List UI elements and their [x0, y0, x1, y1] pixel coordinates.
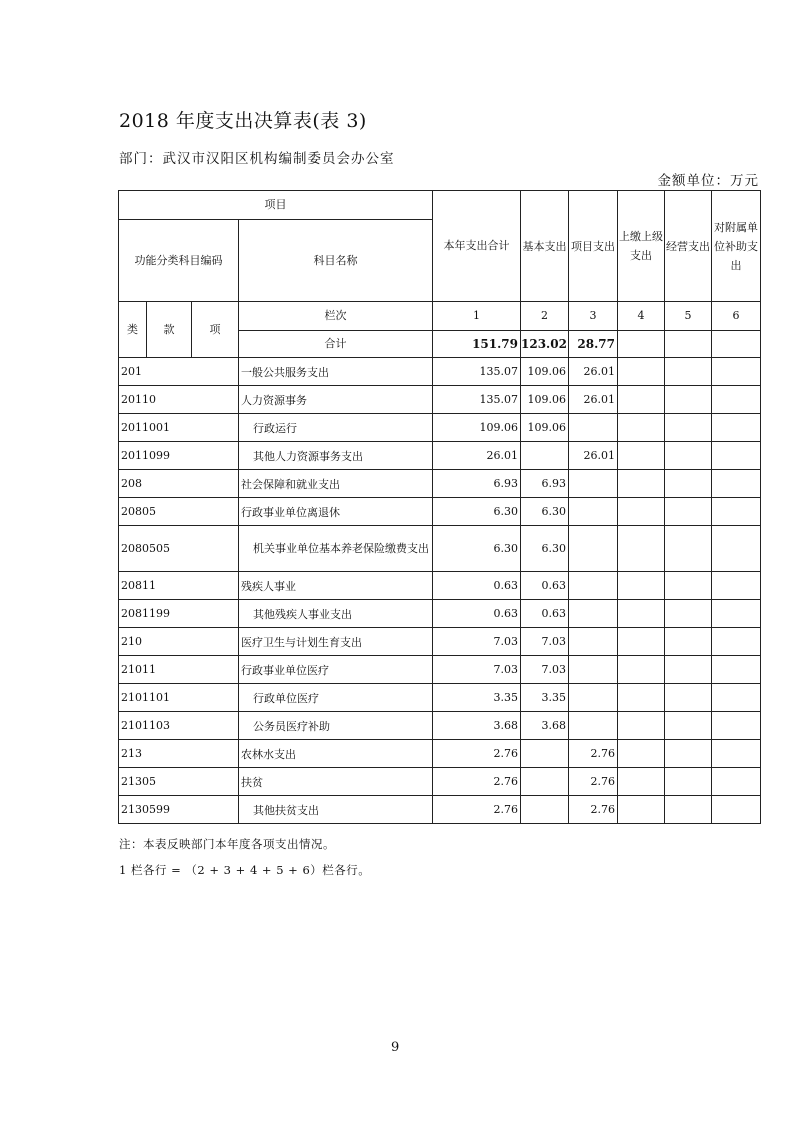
page-title: 2018 年度支出决算表(表 3)	[119, 110, 367, 132]
row-col6	[712, 712, 761, 740]
row-col3	[569, 414, 618, 442]
table-note-1: 注：本表反映部门本年度各项支出情况。	[119, 837, 335, 851]
row-col2: 0.63	[521, 572, 569, 600]
row-col2: 7.03	[521, 656, 569, 684]
row-name: 行政事业单位离退休	[239, 498, 433, 526]
table-row	[119, 386, 761, 414]
row-col3	[569, 572, 618, 600]
header-col5: 经营支出	[665, 191, 712, 302]
row-col4	[618, 526, 665, 572]
column-index-3: 3	[569, 302, 618, 331]
row-name: 残疾人事业	[239, 572, 433, 600]
table-note-2: 1 栏各行 = （2 + 3 + 4 + 5 + 6）栏各行。	[119, 863, 371, 877]
row-code: 2130599	[119, 796, 239, 824]
row-code: 2080505	[119, 526, 239, 572]
row-col3	[569, 656, 618, 684]
row-name: 扶贫	[239, 768, 433, 796]
header-item: 项目	[119, 191, 433, 220]
row-col5	[665, 442, 712, 470]
row-name: 行政事业单位医疗	[239, 656, 433, 684]
row-col4	[618, 442, 665, 470]
row-col4	[618, 470, 665, 498]
row-col1: 7.03	[433, 628, 521, 656]
header-col6: 对附属单位补助支出	[712, 191, 761, 302]
row-col6	[712, 414, 761, 442]
row-name: 其他扶贫支出	[239, 796, 433, 824]
row-col6	[712, 628, 761, 656]
row-col3: 2.76	[569, 796, 618, 824]
row-col1: 6.93	[433, 470, 521, 498]
total-col1: 151.79	[433, 331, 521, 358]
row-col4	[618, 656, 665, 684]
row-col5	[665, 740, 712, 768]
header-col3: 项目支出	[569, 191, 618, 302]
row-col1: 109.06	[433, 414, 521, 442]
row-col6	[712, 470, 761, 498]
row-code: 2011001	[119, 414, 239, 442]
table-row	[119, 526, 761, 572]
row-col4	[618, 740, 665, 768]
total-col5	[665, 331, 712, 358]
row-col2: 7.03	[521, 628, 569, 656]
row-col3	[569, 498, 618, 526]
column-index-5: 5	[665, 302, 712, 331]
row-col5	[665, 600, 712, 628]
column-index-6: 6	[712, 302, 761, 331]
header-func-code: 功能分类科目编码	[119, 220, 239, 302]
table-row	[119, 796, 761, 824]
row-col4	[618, 358, 665, 386]
total-label: 合计	[239, 331, 433, 358]
row-col5	[665, 470, 712, 498]
row-col3	[569, 684, 618, 712]
row-col2: 6.30	[521, 526, 569, 572]
row-col4	[618, 572, 665, 600]
column-index-4: 4	[618, 302, 665, 331]
amount-unit: 金额单位：万元	[657, 173, 759, 189]
row-col2: 109.06	[521, 414, 569, 442]
table-row	[119, 442, 761, 470]
row-col5	[665, 796, 712, 824]
row-col2: 109.06	[521, 358, 569, 386]
row-col3	[569, 526, 618, 572]
row-col6	[712, 796, 761, 824]
row-col2	[521, 442, 569, 470]
row-col1: 6.30	[433, 526, 521, 572]
department-line: 部门：武汉市汉阳区机构编制委员会办公室	[119, 151, 395, 167]
row-col1: 3.35	[433, 684, 521, 712]
table-row	[119, 656, 761, 684]
row-col1: 135.07	[433, 358, 521, 386]
row-col4	[618, 414, 665, 442]
row-col2: 3.68	[521, 712, 569, 740]
header-xiang: 项	[192, 302, 239, 358]
row-name: 行政运行	[239, 414, 433, 442]
row-col5	[665, 768, 712, 796]
row-col4	[618, 768, 665, 796]
row-col6	[712, 358, 761, 386]
row-code: 208	[119, 470, 239, 498]
row-col3	[569, 470, 618, 498]
row-col5	[665, 656, 712, 684]
row-col5	[665, 498, 712, 526]
row-col6	[712, 498, 761, 526]
row-col4	[618, 600, 665, 628]
table-row	[119, 498, 761, 526]
row-col3: 26.01	[569, 386, 618, 414]
row-code: 20805	[119, 498, 239, 526]
row-col4	[618, 628, 665, 656]
header-col2: 基本支出	[521, 191, 569, 302]
row-col3: 2.76	[569, 768, 618, 796]
row-col5	[665, 526, 712, 572]
table-row	[119, 628, 761, 656]
row-col1: 6.30	[433, 498, 521, 526]
row-col5	[665, 628, 712, 656]
header-lei: 类	[119, 302, 147, 358]
table-row	[119, 712, 761, 740]
header-kuan: 款	[147, 302, 192, 358]
table-row	[119, 470, 761, 498]
table-row	[119, 414, 761, 442]
total-col3: 28.77	[569, 331, 618, 358]
row-code: 20811	[119, 572, 239, 600]
row-col6	[712, 572, 761, 600]
row-col2: 0.63	[521, 600, 569, 628]
row-name: 一般公共服务支出	[239, 358, 433, 386]
expenditure-table	[118, 190, 761, 824]
table-row	[119, 358, 761, 386]
table-row	[119, 768, 761, 796]
row-col3	[569, 712, 618, 740]
header-col1: 本年支出合计	[433, 191, 521, 302]
row-col4	[618, 386, 665, 414]
table-row	[119, 600, 761, 628]
row-name: 机关事业单位基本养老保险缴费支出	[239, 526, 433, 572]
total-col2: 123.02	[521, 331, 569, 358]
row-col4	[618, 684, 665, 712]
row-code: 21011	[119, 656, 239, 684]
row-col5	[665, 414, 712, 442]
row-col5	[665, 358, 712, 386]
row-col2: 6.30	[521, 498, 569, 526]
row-col1: 26.01	[433, 442, 521, 470]
row-col3: 2.76	[569, 740, 618, 768]
row-col1: 2.76	[433, 768, 521, 796]
table-row	[119, 572, 761, 600]
row-code: 2101103	[119, 712, 239, 740]
row-col6	[712, 526, 761, 572]
header-col4: 上缴上级支出	[618, 191, 665, 302]
row-col4	[618, 796, 665, 824]
row-code: 2011099	[119, 442, 239, 470]
row-col2	[521, 768, 569, 796]
row-col6	[712, 740, 761, 768]
row-col2: 3.35	[521, 684, 569, 712]
row-col5	[665, 386, 712, 414]
row-col2	[521, 796, 569, 824]
row-col1: 2.76	[433, 796, 521, 824]
column-index-label: 栏次	[239, 302, 433, 331]
row-code: 213	[119, 740, 239, 768]
row-col6	[712, 768, 761, 796]
row-col3	[569, 628, 618, 656]
row-code: 20110	[119, 386, 239, 414]
row-name: 人力资源事务	[239, 386, 433, 414]
row-col1: 0.63	[433, 600, 521, 628]
row-code: 2101101	[119, 684, 239, 712]
row-code: 21305	[119, 768, 239, 796]
row-col6	[712, 386, 761, 414]
column-index-1: 1	[433, 302, 521, 331]
row-name: 其他人力资源事务支出	[239, 442, 433, 470]
row-col2	[521, 740, 569, 768]
row-col1: 2.76	[433, 740, 521, 768]
row-col6	[712, 442, 761, 470]
row-col3: 26.01	[569, 358, 618, 386]
row-code: 201	[119, 358, 239, 386]
row-name: 其他残疾人事业支出	[239, 600, 433, 628]
row-col4	[618, 498, 665, 526]
row-col2: 6.93	[521, 470, 569, 498]
row-code: 210	[119, 628, 239, 656]
table-row	[119, 740, 761, 768]
row-code: 2081199	[119, 600, 239, 628]
row-col3: 26.01	[569, 442, 618, 470]
row-col1: 135.07	[433, 386, 521, 414]
row-col6	[712, 684, 761, 712]
page-number: 9	[391, 1040, 400, 1055]
row-col4	[618, 712, 665, 740]
column-index-2: 2	[521, 302, 569, 331]
row-col1: 7.03	[433, 656, 521, 684]
header-subject-name: 科目名称	[239, 220, 433, 302]
row-name: 医疗卫生与计划生育支出	[239, 628, 433, 656]
row-col5	[665, 712, 712, 740]
row-col3	[569, 600, 618, 628]
row-col2: 109.06	[521, 386, 569, 414]
row-name: 社会保障和就业支出	[239, 470, 433, 498]
row-col5	[665, 684, 712, 712]
row-col6	[712, 600, 761, 628]
row-col6	[712, 656, 761, 684]
row-name: 公务员医疗补助	[239, 712, 433, 740]
total-col4	[618, 331, 665, 358]
row-col5	[665, 572, 712, 600]
row-name: 行政单位医疗	[239, 684, 433, 712]
total-col6	[712, 331, 761, 358]
table-row	[119, 684, 761, 712]
row-col1: 0.63	[433, 572, 521, 600]
row-col1: 3.68	[433, 712, 521, 740]
row-name: 农林水支出	[239, 740, 433, 768]
